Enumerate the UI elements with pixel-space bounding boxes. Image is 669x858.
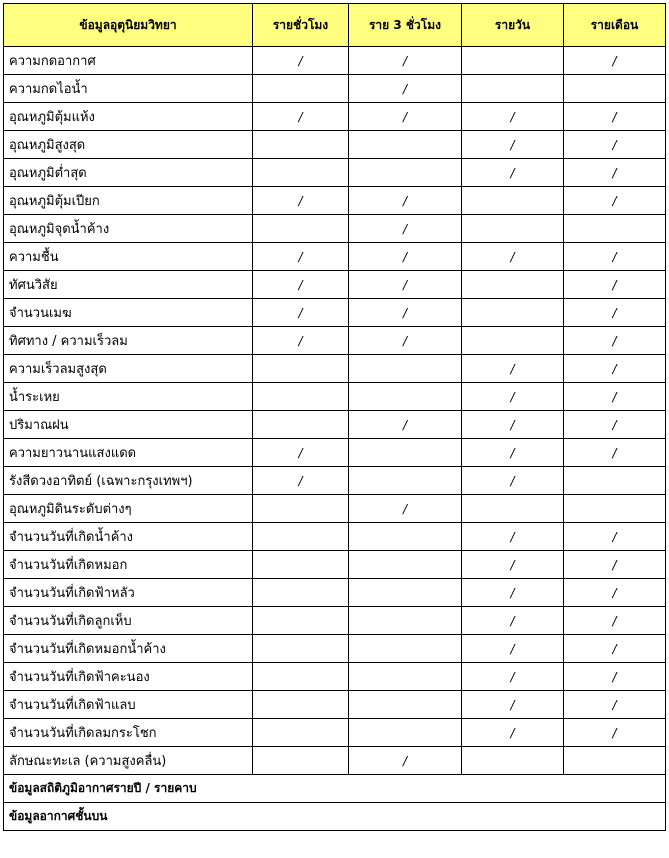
availability-cell (253, 719, 349, 747)
availability-cell: / (349, 215, 462, 243)
availability-cell (349, 467, 462, 495)
availability-cell: / (349, 47, 462, 75)
table-row (4, 551, 666, 579)
availability-cell: / (564, 439, 666, 467)
footer-label: ข้อมูลสถิติภูมิอากาศรายปี / รายคาบ (4, 775, 666, 803)
availability-cell: / (349, 411, 462, 439)
table-row (4, 47, 666, 75)
availability-cell (253, 691, 349, 719)
availability-cell: / (349, 187, 462, 215)
availability-cell (349, 383, 462, 411)
availability-cell: / (253, 467, 349, 495)
row-label: อุณหภูมิดินระดับต่างๆ (4, 495, 253, 523)
table-row (4, 523, 666, 551)
availability-cell (564, 747, 666, 775)
header-row (4, 4, 666, 47)
availability-cell (253, 523, 349, 551)
availability-cell: / (564, 411, 666, 439)
footer-row (4, 803, 666, 831)
row-label: ความเร็วลมสูงสุด (4, 355, 253, 383)
availability-cell: / (564, 719, 666, 747)
row-label: ลักษณะทะเล (ความสูงคลื่น) (4, 747, 253, 775)
row-label: จำนวนวันที่เกิดน้ำค้าง (4, 523, 253, 551)
row-label: จำนวนเมฆ (4, 299, 253, 327)
availability-cell (253, 495, 349, 523)
availability-cell: / (564, 663, 666, 691)
availability-cell (349, 355, 462, 383)
header-monthly: รายเดือน (564, 4, 666, 47)
row-label: อุณหภูมิจุดน้ำค้าง (4, 215, 253, 243)
table-row (4, 663, 666, 691)
availability-cell: / (462, 523, 564, 551)
table-row (4, 103, 666, 131)
availability-cell (564, 75, 666, 103)
availability-cell: / (462, 663, 564, 691)
availability-cell (349, 719, 462, 747)
availability-cell: / (349, 747, 462, 775)
table-row (4, 327, 666, 355)
table-row (4, 243, 666, 271)
availability-cell: / (462, 551, 564, 579)
meteorological-data-table (3, 3, 666, 831)
table-row (4, 411, 666, 439)
table-row (4, 271, 666, 299)
table-body (4, 47, 666, 831)
availability-cell (349, 635, 462, 663)
availability-cell (564, 215, 666, 243)
availability-cell (462, 747, 564, 775)
table-row (4, 383, 666, 411)
availability-cell (253, 579, 349, 607)
availability-cell (253, 355, 349, 383)
availability-cell: / (349, 495, 462, 523)
availability-cell (462, 215, 564, 243)
availability-cell (253, 159, 349, 187)
availability-cell: / (253, 439, 349, 467)
availability-cell (349, 131, 462, 159)
availability-cell (462, 47, 564, 75)
table-row (4, 747, 666, 775)
availability-cell: / (564, 327, 666, 355)
row-label: ความยาวนานแสงแดด (4, 439, 253, 467)
footer-label: ข้อมูลอากาศชั้นบน (4, 803, 666, 831)
availability-cell: / (462, 103, 564, 131)
table-row (4, 355, 666, 383)
availability-cell: / (564, 691, 666, 719)
row-label: จำนวนวันที่เกิดหมอกน้ำค้าง (4, 635, 253, 663)
availability-cell (349, 691, 462, 719)
availability-cell (349, 439, 462, 467)
availability-cell (349, 663, 462, 691)
availability-cell: / (349, 271, 462, 299)
row-label: จำนวนวันที่เกิดฟ้าหลัว (4, 579, 253, 607)
availability-cell: / (564, 551, 666, 579)
availability-cell (349, 523, 462, 551)
table-header (4, 4, 666, 47)
row-label: จำนวนวันที่เกิดลูกเห็บ (4, 607, 253, 635)
availability-cell: / (462, 607, 564, 635)
row-label: จำนวนวันที่เกิดฟ้าแลบ (4, 691, 253, 719)
availability-cell: / (462, 131, 564, 159)
availability-cell: / (564, 355, 666, 383)
availability-cell: / (564, 607, 666, 635)
availability-cell (462, 495, 564, 523)
table-row (4, 215, 666, 243)
table-row (4, 439, 666, 467)
table-row (4, 635, 666, 663)
table-row (4, 607, 666, 635)
availability-cell: / (349, 243, 462, 271)
row-label: น้ำระเหย (4, 383, 253, 411)
availability-cell: / (462, 635, 564, 663)
row-label: ทัศนวิสัย (4, 271, 253, 299)
availability-cell (349, 551, 462, 579)
footer-row (4, 775, 666, 803)
table-row (4, 719, 666, 747)
availability-cell (253, 635, 349, 663)
availability-cell: / (462, 719, 564, 747)
table-row (4, 299, 666, 327)
availability-cell: / (253, 103, 349, 131)
availability-cell (349, 579, 462, 607)
availability-cell: / (564, 159, 666, 187)
availability-cell: / (564, 383, 666, 411)
row-label: ความกดไอน้ำ (4, 75, 253, 103)
availability-cell (462, 187, 564, 215)
row-label: ความกดอากาศ (4, 47, 253, 75)
table-row (4, 467, 666, 495)
availability-cell: / (564, 103, 666, 131)
availability-cell: / (564, 47, 666, 75)
row-label: อุณหภูมิตุ้มแห้ง (4, 103, 253, 131)
availability-cell: / (462, 467, 564, 495)
availability-cell (564, 467, 666, 495)
row-label: จำนวนวันที่เกิดฟ้าคะนอง (4, 663, 253, 691)
availability-cell: / (462, 439, 564, 467)
availability-cell (462, 327, 564, 355)
availability-cell (253, 383, 349, 411)
table-row (4, 75, 666, 103)
table-row (4, 187, 666, 215)
availability-cell: / (462, 355, 564, 383)
table-row (4, 579, 666, 607)
availability-cell: / (253, 187, 349, 215)
row-label: จำนวนวันที่เกิดลมกระโชก (4, 719, 253, 747)
availability-cell (349, 159, 462, 187)
availability-cell (253, 663, 349, 691)
availability-cell: / (564, 131, 666, 159)
availability-cell (253, 607, 349, 635)
table-row (4, 159, 666, 187)
row-label: อุณหภูมิต่ำสุด (4, 159, 253, 187)
availability-cell: / (253, 299, 349, 327)
availability-cell: / (462, 691, 564, 719)
availability-cell (253, 215, 349, 243)
header-data-type: ข้อมูลอุตุนิยมวิทยา (4, 4, 253, 47)
availability-cell: / (462, 243, 564, 271)
availability-cell: / (564, 579, 666, 607)
availability-cell: / (349, 103, 462, 131)
row-label: อุณหภูมิสูงสุด (4, 131, 253, 159)
availability-cell: / (349, 75, 462, 103)
availability-cell (349, 607, 462, 635)
availability-cell: / (462, 159, 564, 187)
availability-cell (253, 75, 349, 103)
availability-cell (462, 299, 564, 327)
header-daily: รายวัน (462, 4, 564, 47)
row-label: อุณหภูมิตุ้มเปียก (4, 187, 253, 215)
row-label: ทิศทาง / ความเร็วลม (4, 327, 253, 355)
availability-cell (564, 495, 666, 523)
availability-cell: / (253, 243, 349, 271)
table-row (4, 691, 666, 719)
availability-cell: / (564, 635, 666, 663)
row-label: ปริมาณฝน (4, 411, 253, 439)
availability-cell: / (462, 383, 564, 411)
header-3-hourly: ราย 3 ชั่วโมง (349, 4, 462, 47)
availability-cell (253, 747, 349, 775)
availability-cell: / (253, 271, 349, 299)
availability-cell: / (564, 523, 666, 551)
row-label: รังสีดวงอาทิตย์ (เฉพาะกรุงเทพฯ) (4, 467, 253, 495)
row-label: จำนวนวันที่เกิดหมอก (4, 551, 253, 579)
availability-cell (253, 411, 349, 439)
availability-cell: / (349, 299, 462, 327)
availability-cell: / (349, 327, 462, 355)
availability-cell: / (564, 187, 666, 215)
availability-cell: / (253, 327, 349, 355)
availability-cell: / (564, 299, 666, 327)
availability-cell (462, 271, 564, 299)
table-row (4, 131, 666, 159)
table-row (4, 495, 666, 523)
availability-cell: / (253, 47, 349, 75)
availability-cell (253, 131, 349, 159)
header-hourly: รายชั่วโมง (253, 4, 349, 47)
availability-cell: / (462, 579, 564, 607)
availability-cell: / (564, 271, 666, 299)
availability-cell (462, 75, 564, 103)
availability-cell: / (462, 411, 564, 439)
availability-cell (253, 551, 349, 579)
row-label: ความชื้น (4, 243, 253, 271)
availability-cell: / (564, 243, 666, 271)
